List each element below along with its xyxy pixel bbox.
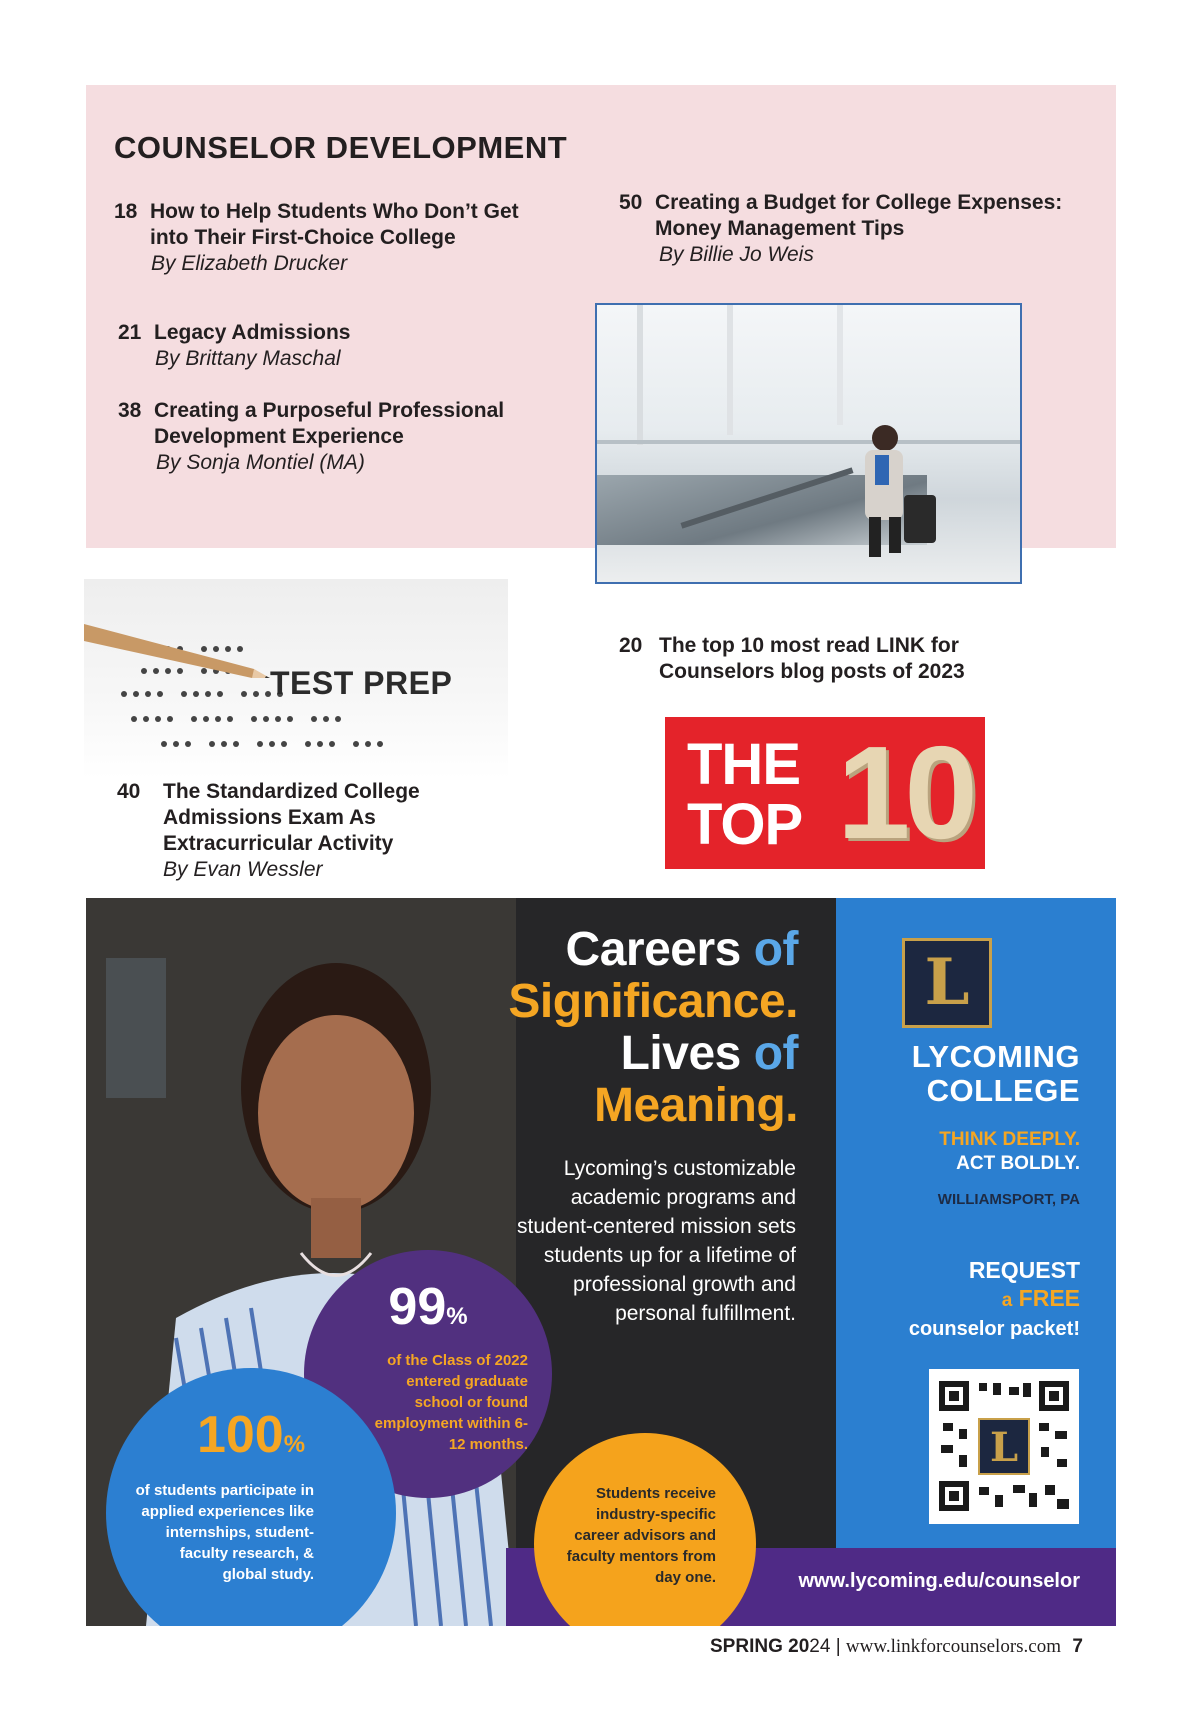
headline-meaning: Meaning. — [593, 1079, 798, 1132]
article-author: By Evan Wessler — [163, 858, 323, 881]
footer-website[interactable]: www.linkforcounselors.com — [845, 1636, 1062, 1657]
tagline-think-deeply: THINK DEEPLY. — [939, 1129, 1080, 1150]
stat-99-pct: % — [446, 1303, 468, 1330]
toc-entry-40[interactable] — [117, 779, 537, 883]
toc-entry-21[interactable] — [118, 320, 548, 372]
request-packet[interactable] — [909, 1256, 1080, 1343]
ad-headline — [438, 924, 798, 1132]
college-name — [912, 1040, 1080, 1108]
lycoming-logo — [902, 938, 992, 1028]
stat-99-value: 99 — [388, 1278, 447, 1336]
college-name-line1: LYCOMING — [911, 1039, 1080, 1074]
stat-99-number — [304, 1280, 552, 1344]
article-title: The top 10 most read LINK for Counselors blog posts of 2023 — [659, 634, 965, 683]
page-number: 21 — [118, 321, 142, 344]
section-title: COUNSELOR DEVELOPMENT — [114, 130, 568, 165]
article-author: By Billie Jo Weis — [659, 243, 814, 266]
article-title: Creating a Purposeful Professional Development Experience — [154, 399, 505, 448]
toc-entry-20[interactable] — [619, 633, 999, 685]
lycoming-college-ad[interactable] — [86, 898, 1116, 1626]
test-prep-label: TEST PREP — [270, 665, 453, 701]
article-title: Legacy Admissions — [154, 321, 351, 344]
article-author: By Elizabeth Drucker — [151, 252, 348, 275]
stat-100-pct: % — [283, 1431, 306, 1458]
footer-separator: | — [835, 1636, 841, 1657]
college-tagline — [939, 1128, 1080, 1176]
college-location: WILLIAMSPORT, PA — [937, 1191, 1080, 1208]
qr-code[interactable] — [929, 1369, 1079, 1524]
request-a: a — [1001, 1290, 1013, 1311]
page-number: 38 — [118, 399, 142, 422]
request-free: FREE — [1018, 1285, 1080, 1311]
page-number: 20 — [619, 634, 643, 657]
students-text: Students receive industry-specific career advisors and faculty mentors from day one. — [566, 1485, 716, 1586]
top10-the-text: THE — [687, 732, 800, 797]
footer-year-suffix: 24 — [809, 1636, 831, 1657]
page-number: 18 — [114, 200, 138, 223]
headline-careers: Careers — [565, 923, 741, 976]
ad-url[interactable]: www.lycoming.edu/counselor — [798, 1570, 1080, 1592]
stat-100-value: 100 — [196, 1406, 284, 1464]
article-author: By Brittany Maschal — [155, 347, 341, 370]
college-name-line2: COLLEGE — [926, 1073, 1080, 1108]
stat-99-text: of the Class of 2022 entered graduate school or found employment within 6-12 months. — [374, 1352, 528, 1453]
logo-letter: L — [924, 945, 970, 1020]
request-text: REQUEST — [968, 1257, 1080, 1283]
headline-lives: Lives — [620, 1027, 741, 1080]
footer-season: SPRING 20 — [710, 1636, 810, 1657]
headline-significance: Significance. — [508, 975, 798, 1028]
article-title: The Standardized College Admissions Exam As Extracurricular Activity — [163, 780, 420, 855]
ad-body-text: Lycoming’s customizable academic programs and student-centered mission sets students up for a lifetime of professional growth and personal fulfillment. — [517, 1157, 796, 1325]
article-title: How to Help Students Who Don’t Get into Their First-Choice College — [150, 200, 519, 249]
tagline-act-boldly: ACT BOLDLY. — [956, 1153, 1080, 1174]
article-title: Creating a Budget for College Expenses: Money Management Tips — [655, 191, 1063, 240]
stat-100-text: of students participate in applied experiences like internships, student-faculty research, & global study. — [135, 1482, 314, 1583]
qr-logo-letter: L — [989, 1424, 1019, 1471]
stat-100-number — [106, 1408, 396, 1472]
page-footer — [710, 1636, 1083, 1658]
toc-entry-18[interactable] — [114, 199, 544, 277]
article-author: By Sonja Montiel (MA) — [156, 451, 365, 474]
top-10-image — [665, 717, 985, 869]
top10-number: 10 — [837, 719, 972, 866]
qr-code-graphic — [929, 1369, 1079, 1524]
headline-of: of — [753, 923, 798, 976]
airport-escalator-photo — [595, 303, 1022, 584]
page-number: 40 — [117, 780, 141, 803]
top10-image-text — [687, 732, 803, 857]
headline-of-2: of — [753, 1027, 798, 1080]
page-number: 50 — [619, 191, 643, 214]
top10-top-text: TOP — [687, 792, 803, 857]
footer-page-number: 7 — [1072, 1636, 1083, 1657]
toc-entry-50[interactable] — [619, 190, 1079, 268]
toc-entry-38[interactable] — [118, 398, 558, 476]
request-packet-text: counselor packet! — [908, 1318, 1080, 1340]
